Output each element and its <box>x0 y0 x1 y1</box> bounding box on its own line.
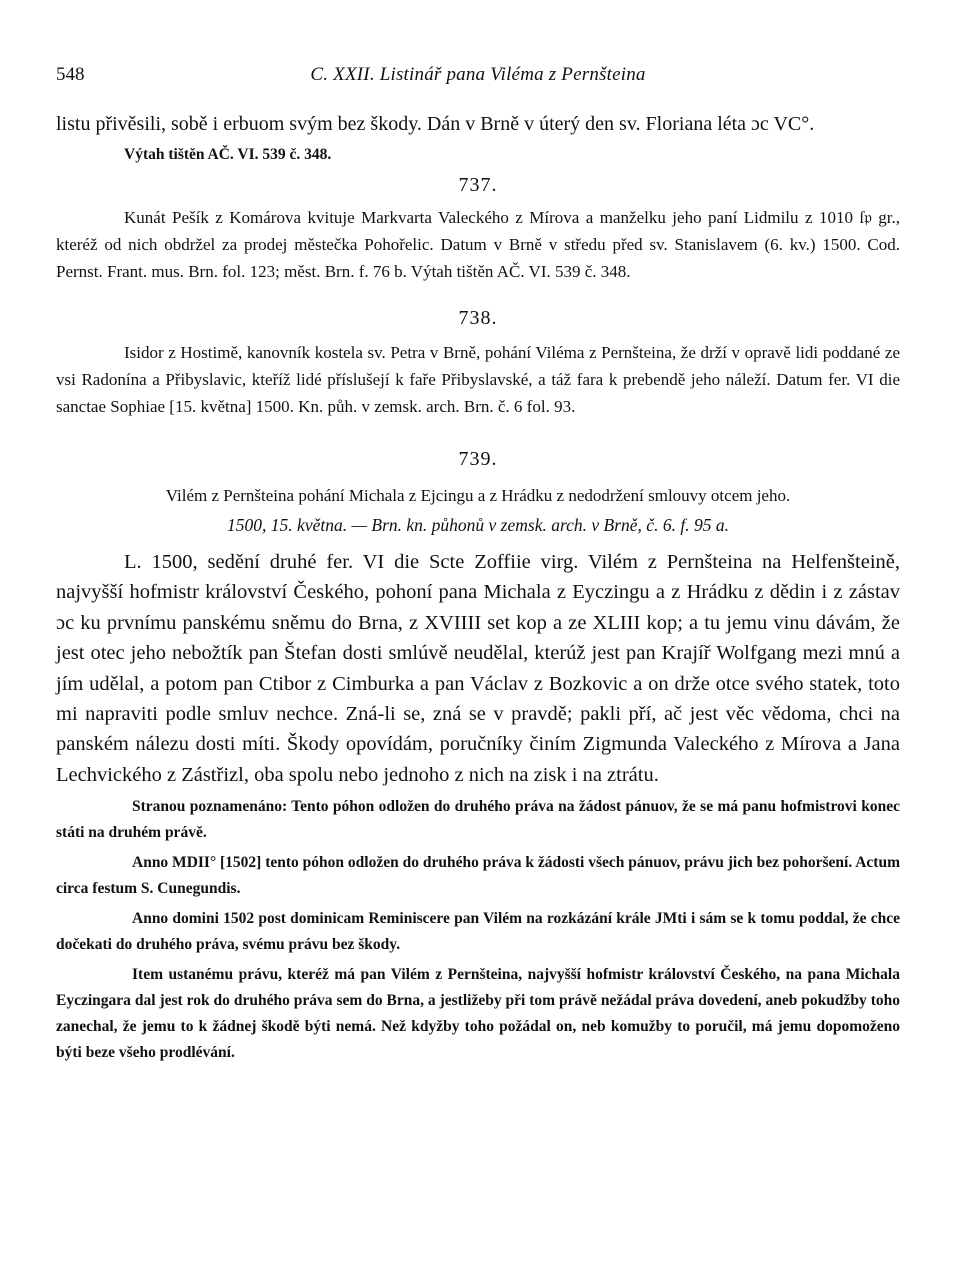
document-page <box>56 56 900 1066</box>
running-title: C. XXII. Listinář pana Viléma z Pernšteina <box>310 64 646 85</box>
continuation-note: Výtah tištěn AČ. VI. 539 č. 348. <box>124 146 332 163</box>
entry-738-text: Isidor z Hostimě, kanovník kostela sv. Petra v Brně, pohání Viléma z Pernšteina, že drží v opravě lidi poddané ze vsi Radonína a Přibyslavic, kteříž lidé příslušejí k faře Přibyslavské, a táž fara k prebendě jeho náleží. Datum fer. VI die sanctae Sophiae [15. května] 1500. Kn. půh. v zemsk. arch. Brn. č. 6 fol. 93. <box>56 343 900 416</box>
entry-737-text: Kunát Pešík z Komárova kvituje Markvarta Valeckého z Mírova a manželku jeho paní Lidmilu z 1010 ſ𝔭 gr., kteréž od nich obdržel za prodej městečka Pohořelic. Datum v Brně v středu před sv. Stanislavem (6. kv.) 1500. Cod. Pernst. Frant. mus. Brn. fol. 123; měst. Brn. f. 76 b. Výtah tištěn AČ. VI. 539 č. 348. <box>56 208 900 281</box>
entry-739-summary: Vilém z Pernšteina pohání Michala z Ejcingu a z Hrádku z nedodržení smlouvy otcem jeho. <box>165 486 791 505</box>
entry-739-body: L. 1500, sedění druhé fer. VI die Scte Zoffiie virg. Vilém z Pernšteina na Helfenšteině, najvyšší hofmistr království Českého, pohoní pana Michala z Eyczingu a z Hrádku z dědin i z zástav ɔc ku prvnímu panskému sněmu do Brna, z XVIIII set kop a ze XLIII kop; a tu jemu vinu dávám, že jest otec jeho nebožtík pan Štefan dosti smlúvě neudělal, kterúž jest pan Krajíř Wolfgang mezi mnú a jím udělal, a potom pan Ctibor z Cimburka a pan Václav z Bozkovic a on drže otce svého statek, toto mi napraviti podle smluv nechce. Zná-li se, zná se v pravdě; pakli pří, ač jest věc vědoma, chci na panském nálezu dosti míti. Škody opovídám, poručníky činím Zigmunda Valeckého z Mírova a Jana Lechvického z Zástřizl, oba spolu nebo jednoho z nich na zisk i na ztrátu. <box>56 551 900 786</box>
entry-739-note-1: Stranou poznamenáno: Tento póhon odložen do druhého práva na žádost pánuov, že se má panu hofmistrovi konec státi na druhém právě. <box>56 798 900 842</box>
page-header <box>56 56 900 92</box>
entry-number-739: 739. <box>458 448 498 470</box>
page-number: 548 <box>56 64 85 85</box>
entry-number-738: 738. <box>458 307 498 329</box>
continuation-text: listu přivěsili, sobě i erbuom svým bez škody. Dán v Brně v úterý den sv. Floriana léta ɔc VC°. <box>56 113 815 135</box>
entry-739-citation: 1500, 15. května. — Brn. kn. půhonů v zemsk. arch. v Brně, č. 6. f. 95 a. <box>227 515 729 535</box>
entry-number-737: 737. <box>458 174 498 196</box>
entry-739-note-3: Anno domini 1502 post dominicam Reminiscere pan Vilém na rozkázání krále JMti i sám se k tomu poddal, že chce dočekati do druhého práva, svému právu bez škody. <box>56 910 900 954</box>
entry-739-note-4: Item ustanému právu, kteréž má pan Vilém z Pernšteina, najvyšší hofmistr království Českého, na pana Michala Eyczingara dal jest rok do druhého práva sem do Brna, a jestližeby při tom právě nežádal práva dovedení, aneb pokudžby toho zanechal, že jemu to k žádnej škodě býti nemá. Než kdyžby toho požádal on, neb komužby to poručil, má jemu dopomoženo býti beze všeho prodlévání. <box>56 966 900 1062</box>
entry-739-note-2: Anno MDII° [1502] tento póhon odložen do druhého práva k žádosti všech pánuov, právu jich bez pohoršení. Actum circa festum S. Cunegundis. <box>56 854 900 898</box>
